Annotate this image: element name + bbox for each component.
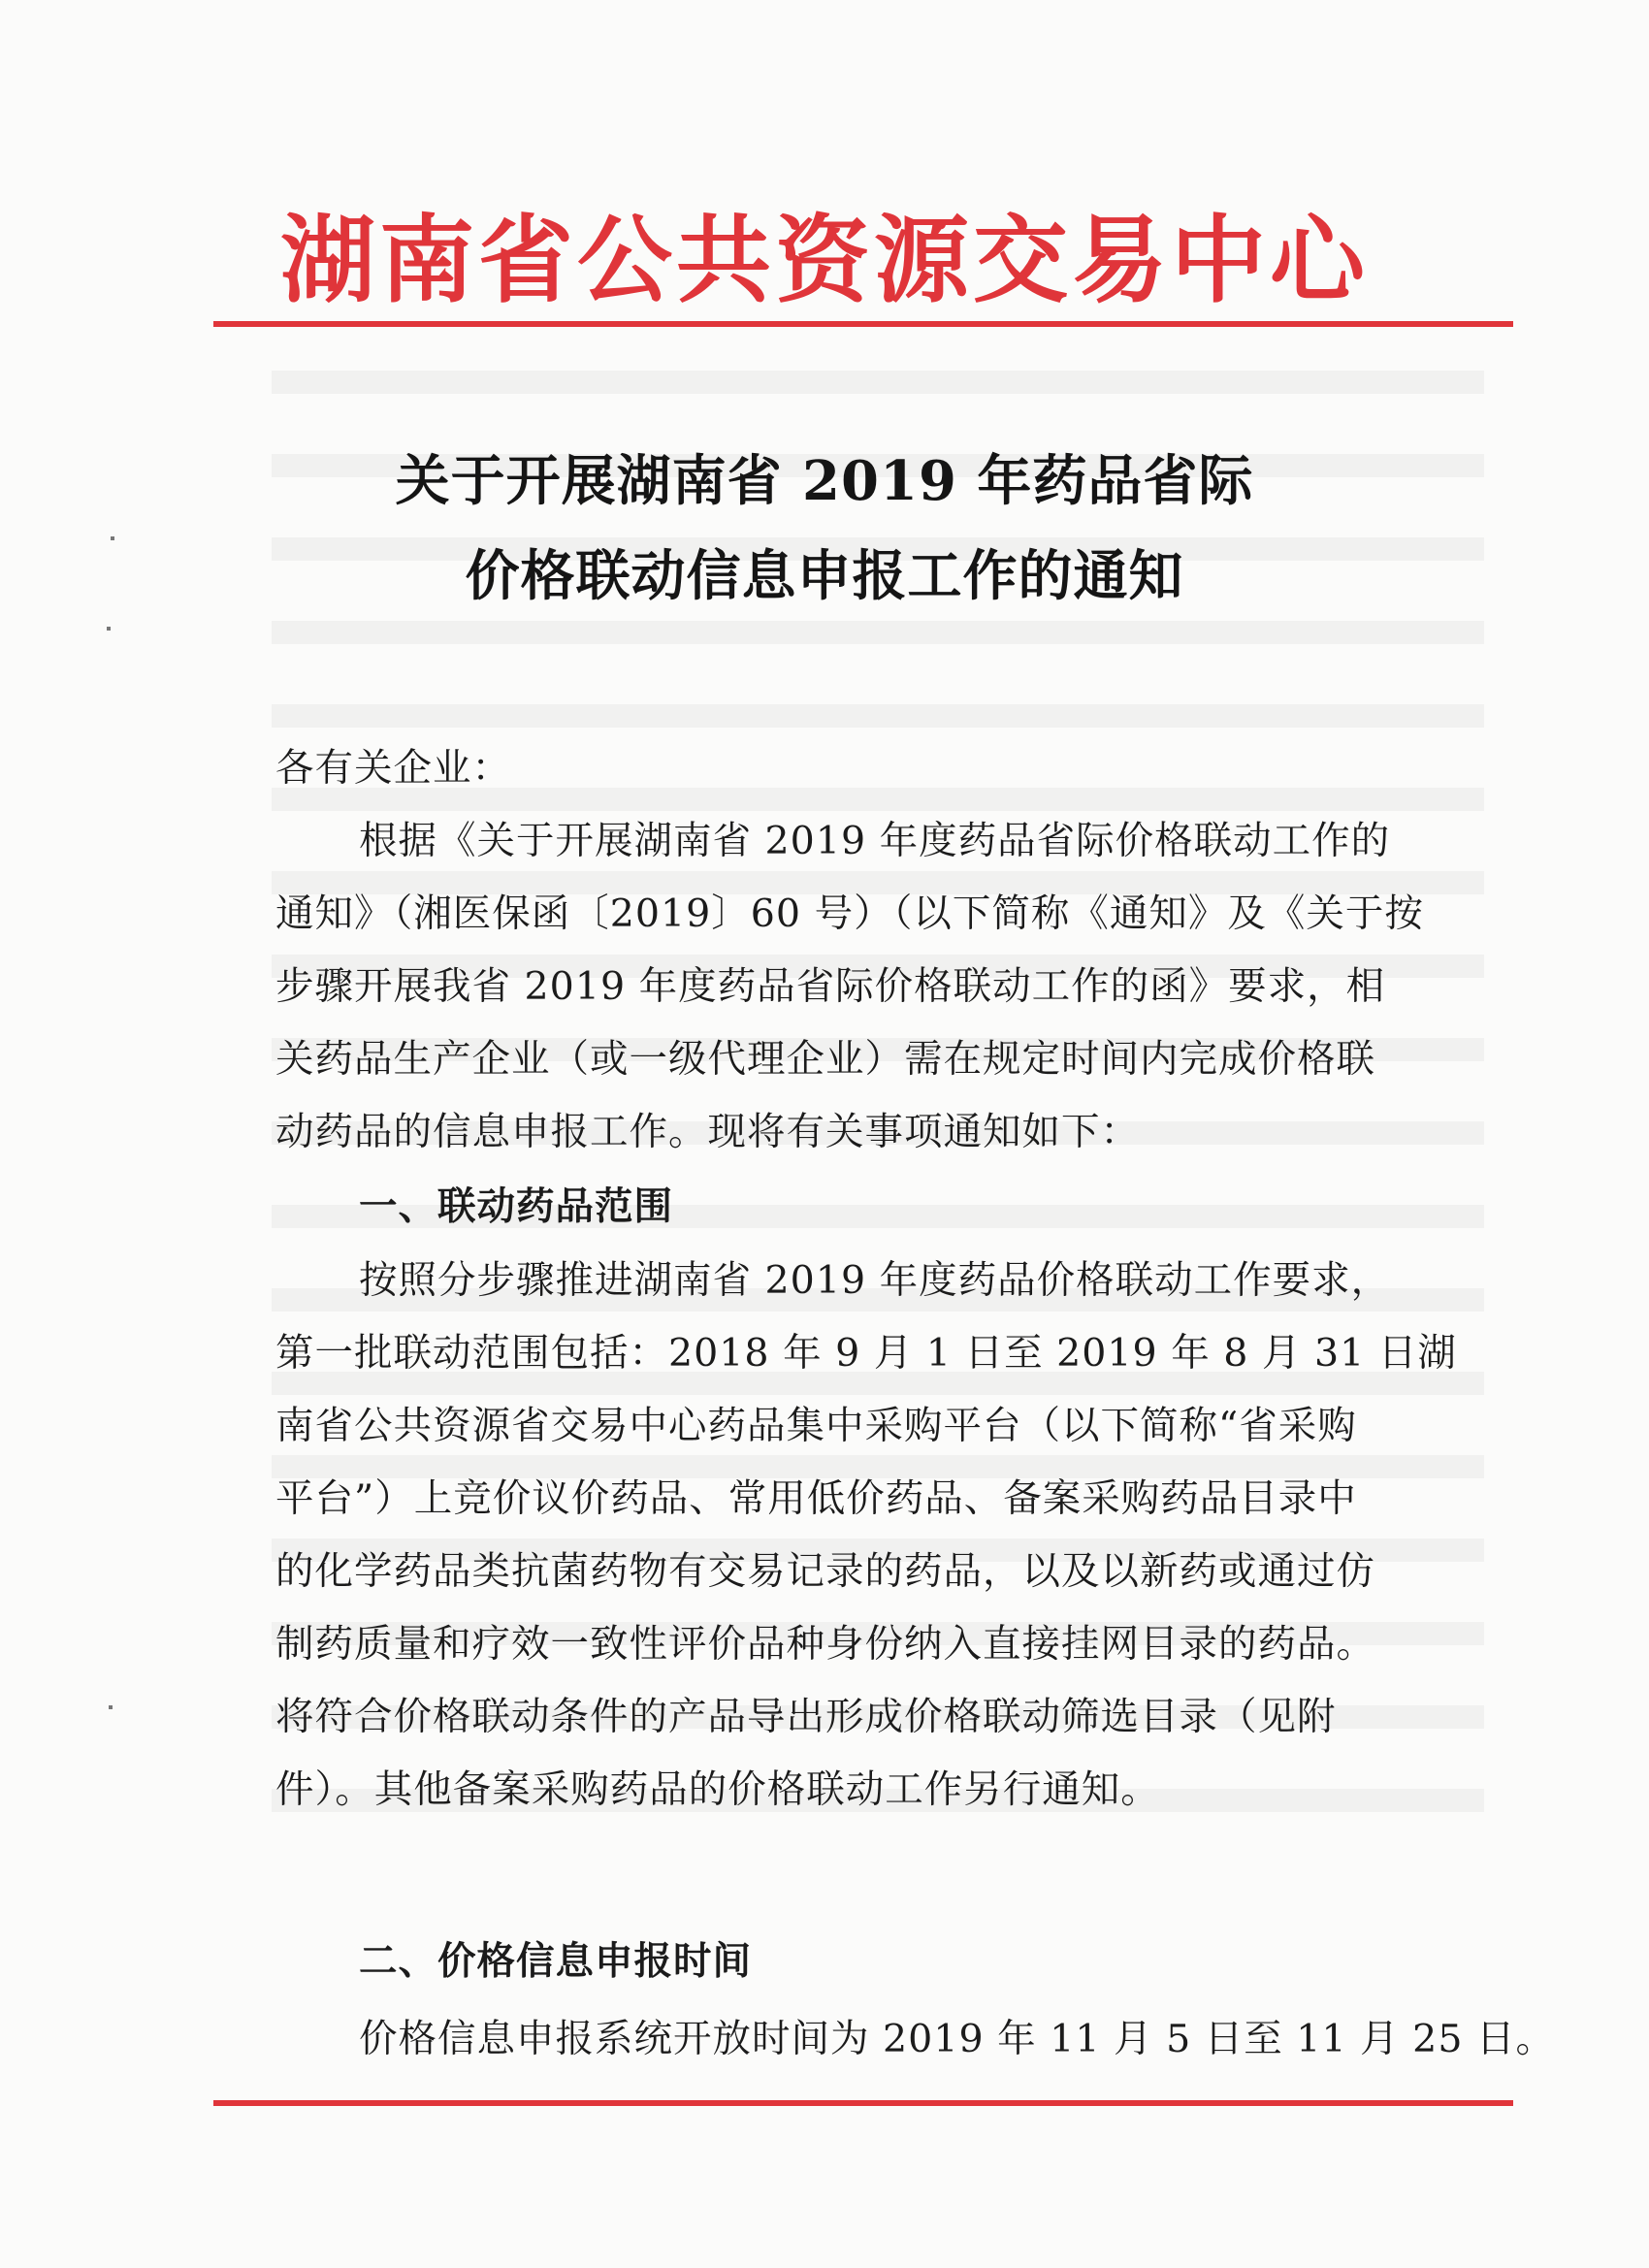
letterhead-red-rule xyxy=(213,321,1513,327)
footer-red-rule xyxy=(213,2100,1513,2106)
body-line: 步骤开展我省 2019 年度药品省际价格联动工作的函》要求，相 xyxy=(275,964,1386,1009)
body-line: 根据《关于开展湖南省 2019 年度药品省际价格联动工作的 xyxy=(359,819,1391,863)
section1-line: 件）。其他备案采购药品的价格联动工作另行通知。 xyxy=(275,1767,1160,1812)
document-title-line-2: 价格联动信息申报工作的通知 xyxy=(465,544,1184,608)
section1-line: 按照分步骤推进湖南省 2019 年度药品价格联动工作要求， xyxy=(359,1258,1391,1303)
section1-line: 的化学药品类抗菌药物有交易记录的药品，以及以新药或通过仿 xyxy=(275,1549,1375,1594)
section1-line: 平台”）上竞价议价药品、常用低价药品、备案采购药品目录中 xyxy=(275,1476,1357,1521)
body-line: 动药品的信息申报工作。现将有关事项通知如下： xyxy=(275,1110,1140,1154)
section-heading-1: 一、联动药品范围 xyxy=(359,1184,673,1229)
body-line: 通知》（湘医保函〔2019〕60 号）（以下简称《通知》及《关于按 xyxy=(275,891,1424,936)
scan-speck xyxy=(111,536,114,540)
section1-line: 第一批联动范围包括：2018 年 9 月 1 日至 2019 年 8 月 31 日湖 xyxy=(275,1331,1457,1376)
section1-line: 南省公共资源省交易中心药品集中采购平台（以下简称“省采购 xyxy=(275,1404,1357,1448)
section-heading-2: 二、价格信息申报时间 xyxy=(359,1939,752,1984)
scan-speck xyxy=(107,627,111,631)
document-title-line-1: 关于开展湖南省 2019 年药品省际 xyxy=(395,449,1254,513)
body-line: 关药品生产企业（或一级代理企业）需在规定时间内完成价格联 xyxy=(275,1037,1375,1082)
scan-speck xyxy=(109,1705,113,1709)
section1-line: 将符合价格联动条件的产品导出形成价格联动筛选目录（见附 xyxy=(275,1695,1337,1739)
section1-line: 制药质量和疗效一致性评价品种身份纳入直接挂网目录的药品。 xyxy=(275,1622,1375,1667)
salutation: 各有关企业： xyxy=(275,746,511,791)
section2-line: 价格信息申报系统开放时间为 2019 年 11 月 5 日至 11 月 25 日。 xyxy=(359,2017,1556,2061)
letterhead-title: 湖南省公共资源交易中心 xyxy=(279,205,1369,316)
